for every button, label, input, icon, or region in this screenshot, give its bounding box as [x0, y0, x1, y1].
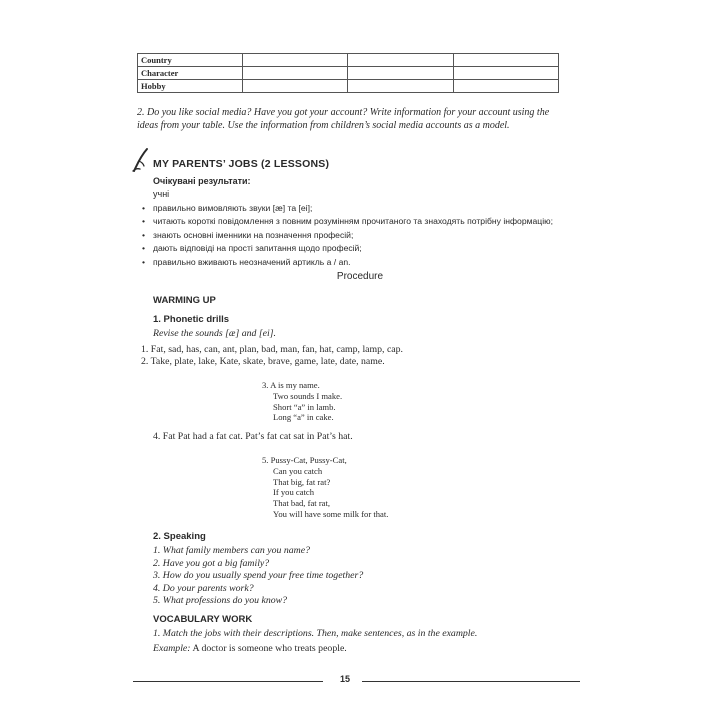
table-row — [138, 80, 559, 93]
poem-line: Two sounds I make. — [273, 390, 343, 401]
table-cell-label: Country — [138, 54, 243, 67]
table-cell-label: Hobby — [138, 80, 243, 93]
table-row — [138, 54, 559, 67]
question: 4. Do your parents work? — [153, 582, 254, 594]
table-cell — [243, 67, 348, 80]
table-cell — [243, 80, 348, 93]
section-title: MY PARENTS’ JOBS (2 LESSONS) — [153, 158, 330, 170]
warming-up-heading: WARMING UP — [153, 295, 216, 306]
footer-rule-left — [133, 681, 323, 682]
poem-line: Can you catch — [273, 465, 323, 476]
list-item: • дають відповіді на прості запитання щодо професій; — [142, 242, 553, 255]
table-cell — [348, 80, 453, 93]
outcomes-heading: Очікувані результати: — [153, 176, 251, 186]
page-number: 15 — [339, 674, 350, 684]
table-cell — [243, 54, 348, 67]
table-cell-label: Character — [138, 67, 243, 80]
question: 5. What professions do you know? — [153, 595, 288, 606]
drill-line-1: 1. Fat, sad, has, can, ant, plan, bad, man, fan, hat, camp, lamp, cap. — [141, 344, 403, 355]
poem-line: Short “a” in lamb. — [273, 401, 336, 412]
list-item: • читають короткі повідомлення з повним розумінням прочитаного та знаходять потрібну інформацію; — [142, 215, 553, 228]
example-text: A doctor is someone who treats people. — [192, 643, 347, 654]
drill-line-2: 2. Take, plate, lake, Kate, skate, brave, game, late, date, name. — [141, 356, 385, 367]
poem-line: Long “a” in cake. — [273, 412, 334, 423]
question: 1. What family members can you name? — [153, 545, 310, 556]
table-cell — [453, 54, 558, 67]
table-cell — [348, 67, 453, 80]
poem-line: That bad, fat rat, — [273, 498, 331, 509]
list-item: • правильно вживають неозначений артикль a / an. — [142, 256, 553, 269]
poem-line: If you catch — [273, 487, 315, 498]
poem-line: That big, fat rat? — [273, 476, 331, 487]
outcomes-list — [142, 202, 553, 269]
outcomes-subheading: учні — [153, 189, 170, 199]
task-2-text: 2. Do you like social media? Have you got your account? Write information for your account using the ideas from your table. Use the information from children’s social media accounts as a model. — [137, 107, 550, 131]
vocabulary-example — [153, 643, 347, 656]
footer-rule-right — [362, 681, 580, 682]
list-item: • знають основні іменники на позначення професій; — [142, 229, 553, 242]
phonetic-drills-heading: 1. Phonetic drills — [153, 314, 230, 325]
speaking-heading: 2. Speaking — [153, 531, 206, 542]
character-table — [137, 53, 559, 93]
table-cell — [453, 67, 558, 80]
question: 2. Have you got a big family? — [153, 557, 270, 569]
vocabulary-heading: VOCABULARY WORK — [153, 614, 253, 625]
poem-3 — [262, 380, 342, 423]
vocabulary-task: 1. Match the jobs with their descriptions. Then, make sentences, as in the example. — [153, 628, 478, 639]
poem-line: 5. Pussy-Cat, Pussy-Cat, — [262, 455, 347, 465]
procedure-heading: Procedure — [336, 271, 384, 282]
speaking-questions — [153, 545, 363, 608]
drills-instruction: Revise the sounds [æ] and [ei]. — [153, 328, 276, 339]
list-item: • правильно вимовляють звуки [æ] та [ei]; — [142, 202, 553, 215]
poem-5 — [262, 455, 388, 520]
table-row — [138, 67, 559, 80]
pen-icon — [131, 147, 151, 173]
poem-line: 3. A is my name. — [262, 380, 320, 390]
table-cell — [348, 54, 453, 67]
table-cell — [453, 80, 558, 93]
poem-line: You will have some milk for that. — [273, 508, 389, 519]
question: 3. How do you usually spend your free time together? — [153, 570, 364, 581]
example-label: Example: — [153, 643, 191, 654]
drill-line-4: 4. Fat Pat had a fat cat. Pat’s fat cat sat in Pat’s hat. — [153, 431, 353, 442]
